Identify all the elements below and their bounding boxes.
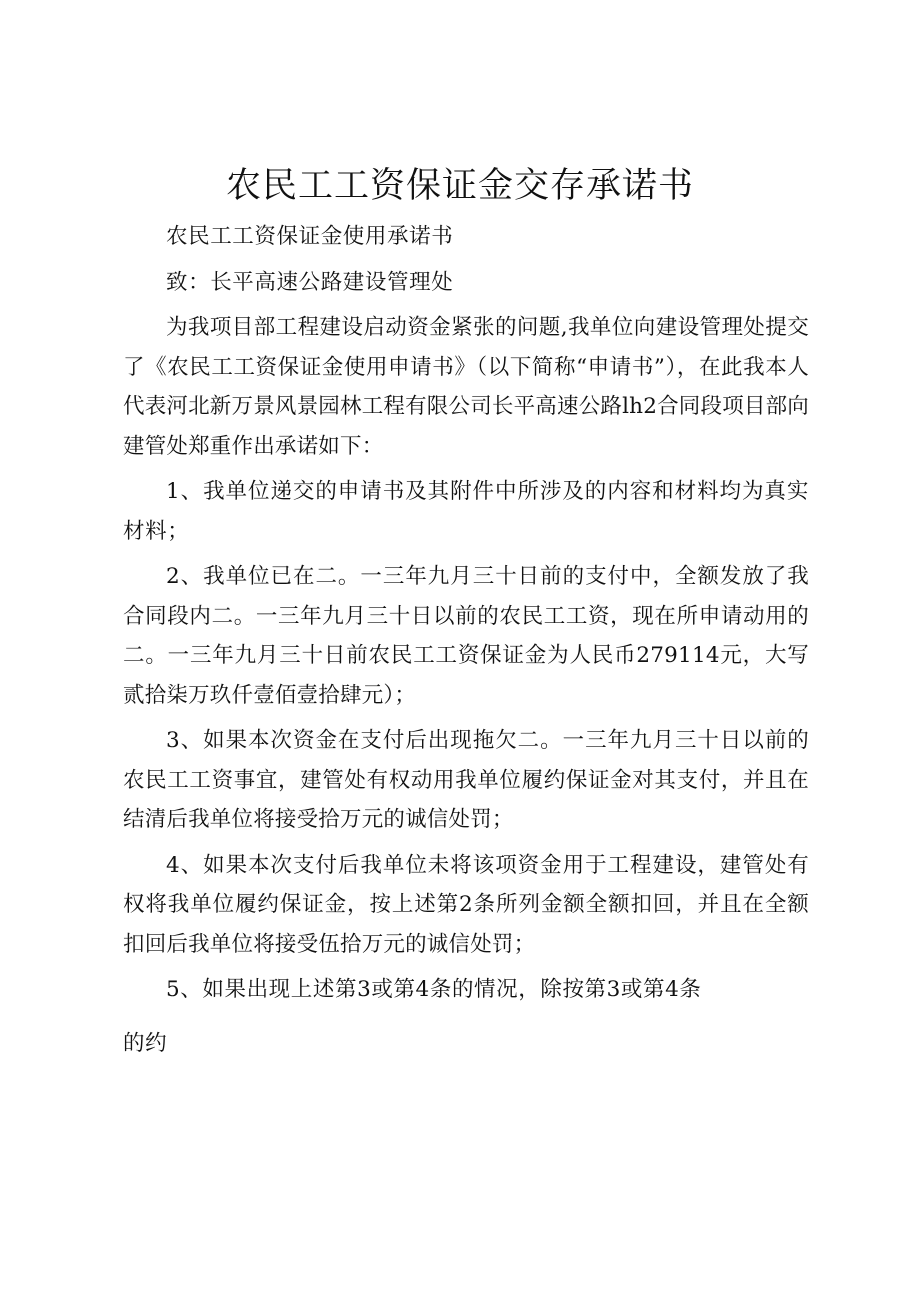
document-body [123,217,809,1069]
commitment-item-4: 4、如果本次支付后我单位未将该项资金用于工程建设，建管处有权将我单位履约保证金，按上述第2条所列金额全额扣回，并且在全额扣回后我单位将接受伍拾万元的诚信处罚； [123,852,809,957]
commitment-item-3: 3、如果本次资金在支付后出现拖欠二。一三年九月三十日以前的农民工工资事宜，建管处有权动用我单位履约保证金对其支付，并且在结清后我单位将接受拾万元的诚信处罚； [123,728,809,832]
recipient-line: 致：长平高速公路建设管理处 [166,269,454,295]
commitment-item-5: 5、如果出现上述第3或第4条的情况，除按第3或第4条 [166,977,702,1002]
document-title: 农民工工资保证金交存承诺书 [225,166,694,206]
trailing-text: 的约 [123,1030,168,1056]
commitment-item-2: 2、我单位已在二。一三年九月三十日前的支付中，全额发放了我合同段内二。一三年九月三十日以前的农民工工资，现在所申请动用的二。一三年九月三十日前农民工工资保证金为人民币279114元，大写贰拾柒万玖仟壹佰壹拾肆元）； [123,564,809,708]
commitment-item-1: 1、我单位递交的申请书及其附件中所涉及的内容和材料均为真实材料； [123,479,809,544]
document-subtitle: 农民工工资保证金使用承诺书 [166,224,454,249]
intro-paragraph: 为我项目部工程建设启动资金紧张的问题,我单位向建设管理处提交了《农民工工资保证金使用申请书》（以下简称“申请书”），在此我本人代表河北新万景风景园林工程有限公司长平高速公路lh2合同段项目部向建管处郑重作出承诺如下： [123,315,810,459]
